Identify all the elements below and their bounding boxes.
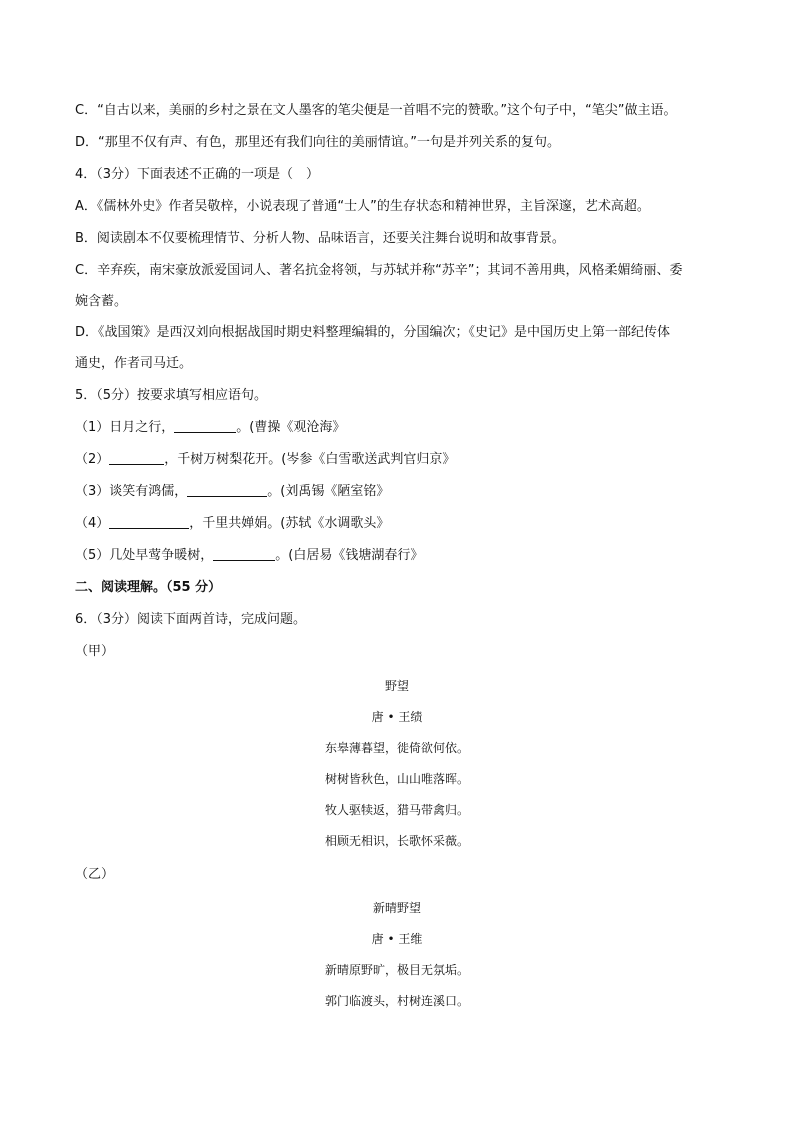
fill-item-3 (75, 483, 725, 501)
option-a-q4: A．《儒林外史》作者吴敬梓，小说表现了普通“士人”的生存状态和精神世界，主旨深邃，艺术高超。 (75, 199, 650, 214)
poem-1-author: 唐 • 王绩 (371, 710, 423, 724)
fill-item-4-prefix: （4） (75, 516, 110, 531)
fill-item-5-suffix: 。(白居易《钱塘湖春行》 (275, 548, 424, 563)
option-c-q3: C．“自古以来，美丽的乡村之景在文人墨客的笔尖便是一首唱不完的赞歌。”这个句子中，“笔尖”做主语。 (75, 103, 677, 118)
option-d-q3: D．“那里不仅有声、有色，那里还有我们向往的美丽情谊。”一句是并列关系的复句。 (75, 135, 560, 150)
fill-blank-3[interactable] (187, 483, 267, 497)
fill-item-2-suffix: ，千树万树梨花开。(岑参《白雪歌送武判官归京》 (164, 452, 456, 467)
option-c-q4-line1: C．辛弃疾，南宋豪放派爱国词人、著名抗金将领，与苏轼并称“苏辛”；其词不善用典，风格柔媚绮丽、委 (75, 263, 683, 278)
option-b-q4: B．阅读剧本不仅要梳理情节、分析人物、品味语言，还要关注舞台说明和故事背景。 (75, 231, 565, 246)
section-2-heading: 二、阅读理解。（55 分） (75, 580, 222, 595)
poem-2-line: 新晴原野旷，极目无氛垢。 (324, 963, 469, 977)
fill-item-2-prefix: （2） (75, 452, 110, 467)
question-6: 6．（3分）阅读下面两首诗，完成问题。 (75, 612, 307, 627)
fill-blank-5[interactable] (213, 547, 275, 561)
poem-label-jia: （甲） (75, 644, 115, 659)
fill-item-5-prefix: （5）几处早莺争暖树， (75, 548, 214, 563)
poem-label-yi: （乙） (75, 867, 115, 882)
fill-item-3-suffix: 。(刘禹锡《陋室铭》 (267, 484, 390, 499)
question-5: 5．（5分）按要求填写相应语句。 (75, 388, 268, 403)
fill-item-4-suffix: ，千里共婵娟。(苏轼《水调歌头》 (189, 516, 390, 531)
fill-item-1-suffix: 。(曹操《观沧海》 (236, 420, 346, 435)
fill-item-1 (75, 419, 725, 437)
fill-blank-4[interactable] (109, 515, 189, 529)
fill-item-4 (75, 515, 725, 533)
fill-blank-2[interactable] (109, 451, 164, 465)
fill-blank-1[interactable] (174, 419, 236, 433)
poem-2-line: 郭门临渡头，村树连溪口。 (324, 994, 469, 1008)
option-c-q4-line2: 婉含蓄。 (75, 294, 128, 309)
poem-1-line: 牧人驱犊返，猎马带禽归。 (324, 803, 469, 817)
fill-item-2 (75, 451, 725, 469)
fill-item-1-prefix: （1）日月之行， (75, 420, 175, 435)
poem-2-title: 新晴野望 (372, 901, 421, 915)
poem-1-title: 野望 (384, 679, 409, 693)
question-4: 4．（3分）下面表述不正确的一项是（ ） (75, 167, 320, 182)
poem-1-line: 相顾无相识，长歌怀采薇。 (324, 834, 469, 848)
poem-1-line: 东皋薄暮望，徙倚欲何依。 (324, 741, 469, 755)
poem-2-author: 唐 • 王维 (371, 932, 423, 946)
fill-item-3-prefix: （3）谈笑有鸿儒， (75, 484, 188, 499)
option-d-q4-line2: 通史，作者司马迁。 (75, 356, 193, 371)
fill-item-5 (75, 547, 725, 565)
poem-1-line: 树树皆秋色，山山唯落晖。 (324, 772, 469, 786)
option-d-q4-line1: D．《战国策》是西汉刘向根据战国时期史料整理编辑的，分国编次；《史记》是中国历史上第一部纪传体 (75, 325, 671, 340)
